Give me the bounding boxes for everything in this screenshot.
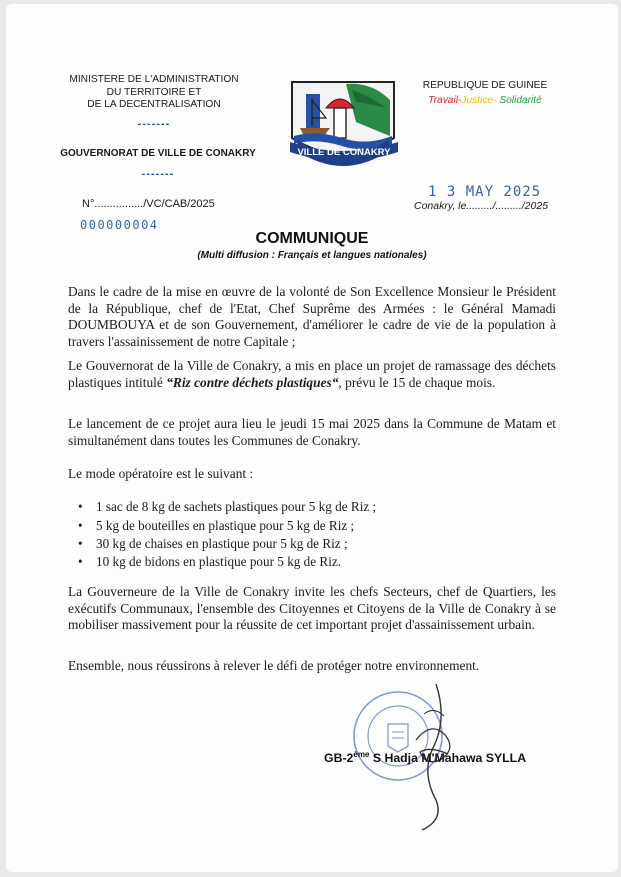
ministry-line-2: DU TERRITOIRE ET	[106, 86, 202, 98]
date-stamp: 1 3 MAY 2025	[428, 184, 542, 200]
republic-title: REPUBLIQUE DE GUINEE	[422, 80, 548, 91]
ministry-dashes: -------	[137, 117, 171, 130]
paragraph-call-to-action: La Gouverneure de la Ville de Conakry invite les chefs Secteurs, chef de Quartiers, les exécutifs Communaux, l'ensemble des Citoyennes et Citoyens de la Ville de Conakry à se mobiliser massivement pour la réussite de cet important projet d'assainissement urbain.	[68, 584, 556, 632]
bullet-symbol: •	[78, 536, 83, 551]
paragraph-project-start: Le Gouvernorat de la Ville de Conakry, a mis en place un projet de ramassage des déchets plastiques intitulé	[68, 358, 556, 390]
logo-banner	[288, 138, 400, 162]
motto-solidarite: Solidarité	[499, 95, 542, 106]
list-item-text: 30 kg de chaises en plastique pour 5 kg de Riz ;	[96, 536, 348, 551]
signatory-superscript: ème	[353, 750, 370, 759]
bullet-symbol: •	[78, 499, 83, 514]
bullet-symbol: •	[78, 518, 83, 533]
paragraph-closing: Ensemble, nous réussirons à relever le défi de protéger notre environnement.	[68, 658, 480, 673]
motto-justice: Justice-	[461, 95, 497, 106]
list-item	[78, 554, 536, 570]
reference-number: N°................/VC/CAB/2025	[82, 198, 215, 210]
motto-travail: Travail-	[428, 95, 462, 106]
list-item	[78, 518, 536, 534]
list-item	[78, 499, 536, 515]
ministry-line-1: MINISTERE DE L'ADMINISTRATION	[69, 74, 239, 85]
list-item	[78, 536, 536, 552]
logo-banner-text: VILLE DE CONAKRY	[297, 147, 391, 158]
paragraph-context: Dans le cadre de la mise en œuvre de la volonté de Son Excellence Monsieur le Président de la République, chef de l'Etat, Chef Suprême des Armées : le Général Mamadi DOUMBOUYA et de son Gouvernement, d'améliorer le cadre de vie de la population à travers l'assainissement de notre Capitale ;	[68, 284, 556, 349]
paragraph-launch: Le lancement de ce projet aura lieu le jeudi 15 mai 2025 dans la Commune de Matam et simultanément dans toutes les Communes de Conakry.	[68, 416, 556, 448]
bullet-symbol: •	[78, 554, 83, 569]
paragraph-mode: Le mode opératoire est le suivant :	[68, 466, 254, 481]
paragraph-project-end: , prévu le 15 de chaque mois.	[338, 374, 496, 390]
governorate-label	[58, 148, 258, 180]
signatory-prefix: GB-2	[324, 751, 354, 766]
project-name: “Riz contre déchets plastiques“	[166, 374, 339, 390]
ministry-line-3: DE LA DECENTRALISATION	[87, 99, 221, 111]
document-page	[6, 4, 618, 872]
document-title: COMMUNIQUE	[255, 230, 369, 247]
list-item-text: 10 kg de bidons en plastique pour 5 kg de Riz.	[96, 554, 342, 569]
ministry-block	[54, 74, 254, 130]
list-item-text: 1 sac de 8 kg de sachets plastiques pour 5 kg de Riz ;	[96, 499, 377, 514]
list-item-text: 5 kg de bouteilles en plastique pour 5 kg de Riz ;	[96, 518, 355, 533]
register-number-stamp: 000000004	[80, 218, 159, 232]
signatory-full-name: S Hadja M'Mahawa SYLLA	[369, 751, 527, 766]
governorate-name: GOUVERNORAT DE VILLE DE CONAKRY	[60, 148, 256, 159]
national-motto	[410, 95, 560, 106]
governorate-dashes: -------	[141, 168, 175, 180]
paragraph-project	[68, 358, 556, 391]
signatory-name	[324, 750, 526, 765]
document-subtitle: (Multi diffusion : Français et langues nationales)	[197, 250, 427, 261]
place-date: Conakry, le........./........./2025	[414, 200, 549, 212]
